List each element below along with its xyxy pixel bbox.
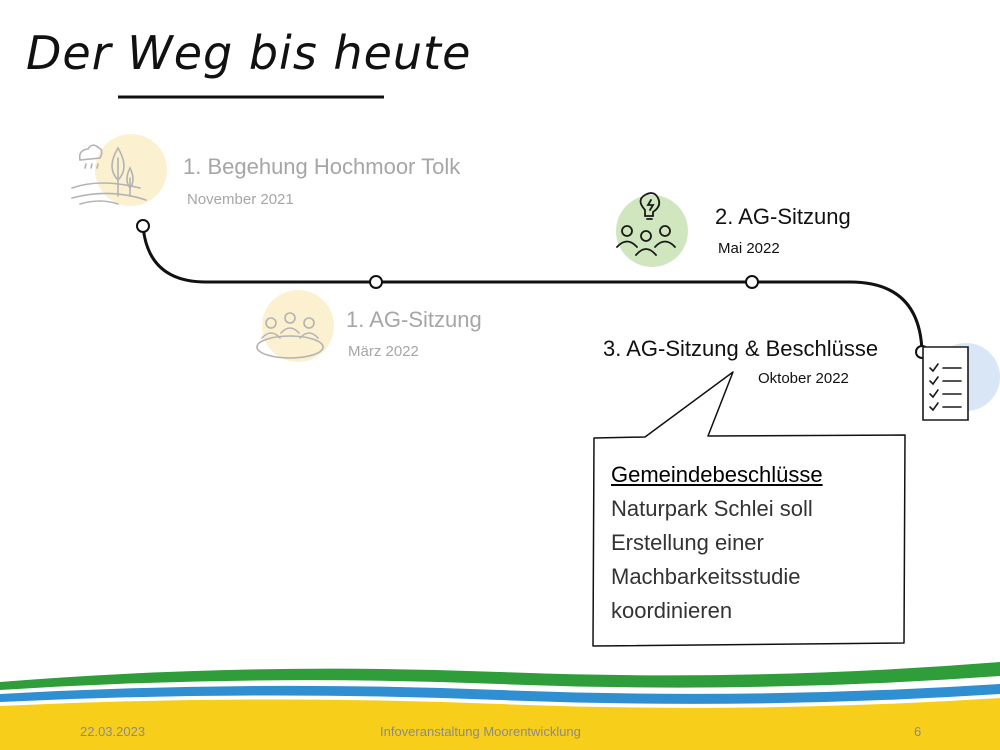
- milestone-2-date: März 2022: [348, 343, 419, 360]
- milestone-2-title: 1. AG-Sitzung: [346, 307, 482, 332]
- timeline-node-2: [370, 276, 382, 288]
- milestone-4-date: Oktober 2022: [758, 370, 849, 387]
- timeline-node-3: [746, 276, 758, 288]
- callout-line: Naturpark Schlei soll: [611, 496, 813, 521]
- milestone-1-date: November 2021: [187, 191, 294, 208]
- timeline-node-1: [137, 220, 149, 232]
- footer-date: 22.03.2023: [80, 724, 146, 739]
- callout-line: koordinieren: [611, 598, 733, 623]
- idea-group-icon: [616, 193, 688, 267]
- milestone-4-title: 3. AG-Sitzung & Beschlüsse: [603, 336, 879, 361]
- meeting-table-icon: [257, 290, 334, 362]
- checklist-icon: [923, 343, 1000, 420]
- callout-text: [611, 458, 823, 628]
- slide-title: Der Weg bis heute: [26, 26, 472, 80]
- callout-line: Machbarkeitsstudie: [611, 564, 801, 589]
- callout-line: Erstellung einer: [611, 530, 764, 555]
- footer-event: Infoveranstaltung Moorentwicklung: [380, 724, 581, 739]
- callout-heading: Gemeindebeschlüsse: [611, 462, 823, 487]
- landscape-rain-tree-icon: [72, 134, 167, 206]
- footer-page-number: 6: [914, 724, 922, 739]
- milestone-3-date: Mai 2022: [718, 240, 780, 257]
- timeline-path: [143, 226, 922, 352]
- milestone-1-title: 1. Begehung Hochmoor Tolk: [183, 154, 461, 179]
- milestone-3-title: 2. AG-Sitzung: [715, 204, 851, 229]
